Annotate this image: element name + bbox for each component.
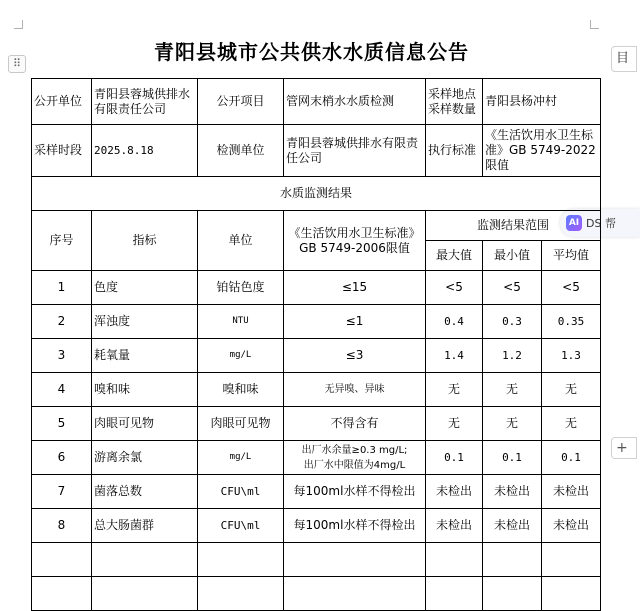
row-limit-line-1: 出厂水余量≥0.3 mg/L;: [301, 444, 408, 456]
row-min: 无: [483, 407, 542, 441]
row-limit: 不得含有: [284, 407, 426, 441]
row-indicator: 菌落总数: [92, 475, 198, 509]
empty-row: [32, 543, 601, 577]
add-icon[interactable]: +: [611, 437, 637, 459]
row-unit: mg/L: [198, 441, 284, 475]
row-avg: 1.3: [542, 339, 601, 373]
page-corner-mark-left: [14, 20, 23, 29]
table-row: [32, 339, 601, 373]
empty-cell[interactable]: [198, 543, 284, 577]
row-index: 4: [32, 373, 92, 407]
row-index: 2: [32, 305, 92, 339]
row-index: 8: [32, 509, 92, 543]
testing-unit-label: 检测单位: [198, 125, 284, 177]
row-indicator: 总大肠菌群: [92, 509, 198, 543]
row-max: 无: [426, 373, 483, 407]
sampling-time-value[interactable]: 2025.8.18: [92, 125, 198, 177]
table-row: [32, 305, 601, 339]
row-limit: ≤1: [284, 305, 426, 339]
table-row: [32, 271, 601, 305]
section-title: 水质监测结果: [32, 177, 601, 211]
row-limit: ≤15: [284, 271, 426, 305]
col-range: 监测结果范围: [426, 211, 601, 241]
col-limit: 《生活饮用水卫生标准》GB 5749-2006限值: [284, 211, 426, 271]
section-title-row: [32, 177, 601, 211]
row-unit: NTU: [198, 305, 284, 339]
empty-cell[interactable]: [542, 577, 601, 611]
empty-cell[interactable]: [542, 543, 601, 577]
row-max: 未检出: [426, 509, 483, 543]
table-row: [32, 407, 601, 441]
empty-row: [32, 577, 601, 611]
col-min: 最小值: [483, 241, 542, 271]
column-header-row-1: [32, 211, 601, 241]
row-min: 未检出: [483, 475, 542, 509]
testing-unit-value[interactable]: 青阳县蓉城供排水有限责任公司: [284, 125, 426, 177]
row-avg: 无: [542, 407, 601, 441]
publisher-value[interactable]: 青阳县蓉城供排水有限责任公司: [92, 79, 198, 125]
col-max: 最大值: [426, 241, 483, 271]
empty-cell[interactable]: [284, 577, 426, 611]
empty-cell[interactable]: [32, 543, 92, 577]
row-avg: 未检出: [542, 509, 601, 543]
location-value[interactable]: 青阳县杨冲村: [483, 79, 601, 125]
location-label: 采样地点采样数量: [426, 79, 483, 125]
row-unit: 肉眼可见物: [198, 407, 284, 441]
row-min: <5: [483, 271, 542, 305]
row-indicator: 嗅和味: [92, 373, 198, 407]
empty-cell[interactable]: [483, 543, 542, 577]
row-indicator: 肉眼可见物: [92, 407, 198, 441]
table-row: [32, 441, 601, 475]
row-avg: 0.1: [542, 441, 601, 475]
empty-cell[interactable]: [92, 543, 198, 577]
ai-assistant-label: DS 帮: [586, 217, 616, 230]
item-value[interactable]: 管网末梢水水质检测: [284, 79, 426, 125]
row-min: 未检出: [483, 509, 542, 543]
standard-value[interactable]: 《生活饮用水卫生标准》GB 5749-2022限值: [483, 125, 601, 177]
empty-cell[interactable]: [426, 577, 483, 611]
col-index: 序号: [32, 211, 92, 271]
row-max: 0.4: [426, 305, 483, 339]
row-min: 1.2: [483, 339, 542, 373]
table-row: [32, 509, 601, 543]
row-index: 1: [32, 271, 92, 305]
row-min: 无: [483, 373, 542, 407]
sampling-time-label: 采样时段: [32, 125, 92, 177]
row-index: 3: [32, 339, 92, 373]
row-min: 0.3: [483, 305, 542, 339]
row-unit: CFU\ml: [198, 475, 284, 509]
item-label: 公开项目: [198, 79, 284, 125]
col-indicator: 指标: [92, 211, 198, 271]
row-min: 0.1: [483, 441, 542, 475]
row-unit: CFU\ml: [198, 509, 284, 543]
row-limit: 每100ml水样不得检出: [284, 509, 426, 543]
row-limit: 每100ml水样不得检出: [284, 475, 426, 509]
row-max: 未检出: [426, 475, 483, 509]
publisher-label: 公开单位: [32, 79, 92, 125]
col-avg: 平均值: [542, 241, 601, 271]
row-max: 1.4: [426, 339, 483, 373]
empty-cell[interactable]: [198, 577, 284, 611]
row-indicator: 色度: [92, 271, 198, 305]
row-index: 7: [32, 475, 92, 509]
page-corner-mark-right: [590, 20, 599, 29]
row-unit: mg/L: [198, 339, 284, 373]
row-limit: ≤3: [284, 339, 426, 373]
header-row-1: [32, 79, 601, 125]
row-max: 0.1: [426, 441, 483, 475]
empty-cell[interactable]: [92, 577, 198, 611]
row-unit: 铂钴色度: [198, 271, 284, 305]
row-avg: 0.35: [542, 305, 601, 339]
row-limit: 无异嗅、异味: [284, 373, 426, 407]
row-indicator: 耗氧量: [92, 339, 198, 373]
header-row-2: [32, 125, 601, 177]
row-limit-line-2: 出厂水中限值为4mg/L: [303, 459, 406, 471]
page-title: 青阳县城市公共供水水质信息公告: [154, 40, 469, 64]
empty-cell[interactable]: [32, 577, 92, 611]
row-avg: 无: [542, 373, 601, 407]
water-quality-table: [31, 78, 601, 611]
empty-cell[interactable]: [483, 577, 542, 611]
row-limit: [284, 441, 426, 475]
drag-handle-icon[interactable]: ⠿: [8, 55, 26, 73]
row-index: 6: [32, 441, 92, 475]
row-max: <5: [426, 271, 483, 305]
table-row: [32, 475, 601, 509]
row-max: 无: [426, 407, 483, 441]
col-unit: 单位: [198, 211, 284, 271]
ai-icon: AI: [566, 215, 582, 231]
empty-cell[interactable]: [426, 543, 483, 577]
empty-cell[interactable]: [284, 543, 426, 577]
row-indicator: 游离余氯: [92, 441, 198, 475]
side-panel-tab[interactable]: 目: [611, 46, 637, 72]
row-avg: <5: [542, 271, 601, 305]
row-indicator: 浑浊度: [92, 305, 198, 339]
row-avg: 未检出: [542, 475, 601, 509]
row-index: 5: [32, 407, 92, 441]
row-unit: 嗅和味: [198, 373, 284, 407]
standard-label: 执行标准: [426, 125, 483, 177]
table-row: [32, 373, 601, 407]
